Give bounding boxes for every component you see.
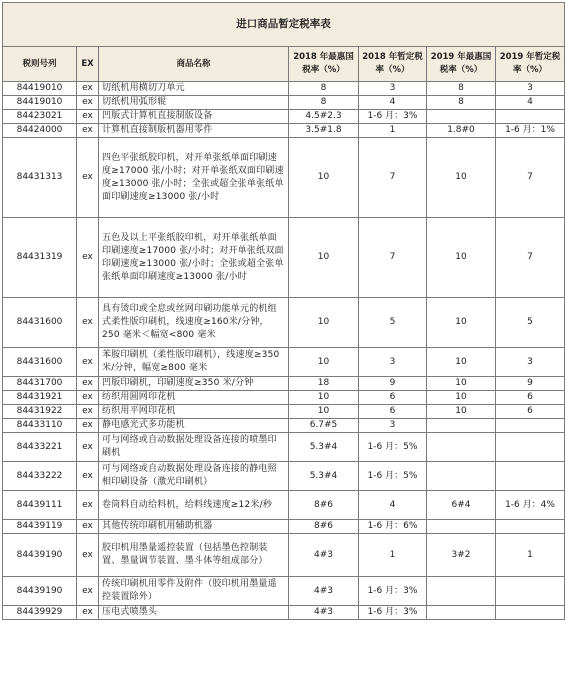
cell-code: 84423021 — [3, 110, 77, 124]
table-row — [3, 577, 565, 606]
cell-code: 84439190 — [3, 534, 77, 577]
table-row — [3, 96, 565, 110]
cell-tmp-2019: 3 — [496, 82, 565, 96]
cell-tmp-2018: 3 — [359, 348, 427, 377]
cell-tmp-2018: 1 — [359, 534, 427, 577]
cell-mfn-2018: 4#3 — [289, 606, 359, 620]
cell-code: 84433221 — [3, 433, 77, 462]
cell-mfn-2018: 6.7#5 — [289, 419, 359, 433]
cell-mfn-2019: 8 — [427, 82, 496, 96]
cell-tmp-2019 — [496, 419, 565, 433]
cell-tmp-2019: 9 — [496, 377, 565, 391]
table-row — [3, 520, 565, 534]
cell-tmp-2019 — [496, 577, 565, 606]
cell-code: 84433222 — [3, 462, 77, 491]
cell-mfn-2018: 10 — [289, 405, 359, 419]
cell-code: 84439929 — [3, 606, 77, 620]
cell-tmp-2019: 5 — [496, 298, 565, 348]
cell-tmp-2019 — [496, 110, 565, 124]
table-row — [3, 391, 565, 405]
header-row — [3, 47, 565, 82]
cell-tmp-2019: 1 — [496, 534, 565, 577]
table-row — [3, 124, 565, 138]
cell-tmp-2019: 6 — [496, 405, 565, 419]
cell-mfn-2019 — [427, 520, 496, 534]
cell-name: 苯胺印刷机（柔性版印刷机），线速度≥350 米/分钟，幅宽≥800 毫米 — [99, 348, 289, 377]
cell-code: 84424000 — [3, 124, 77, 138]
cell-ex: ex — [77, 520, 99, 534]
table-row — [3, 462, 565, 491]
table-row — [3, 433, 565, 462]
cell-mfn-2019: 10 — [427, 391, 496, 405]
cell-mfn-2019: 10 — [427, 348, 496, 377]
cell-tmp-2018: 1 — [359, 124, 427, 138]
cell-mfn-2018: 18 — [289, 377, 359, 391]
cell-mfn-2018: 4#3 — [289, 534, 359, 577]
cell-name: 四色平张纸胶印机，对开单张纸单面印刷速度≥17000 张/小时；对开单张纸双面印刷速度≥13000 张/小时；全张或超全张单张纸单面印刷速度≥13000 张/小时 — [99, 138, 289, 218]
cell-code: 84431600 — [3, 298, 77, 348]
cell-tmp-2018: 1-6 月：5% — [359, 433, 427, 462]
table-row — [3, 82, 565, 96]
table-row — [3, 405, 565, 419]
col-header-ex: EX — [77, 47, 99, 82]
cell-name: 五色及以上平张纸胶印机，对开单张纸单面印刷速度≥17000 张/小时；对开单张纸双面印刷速度≥13000 张/小时；全张或超全张单张纸单面印刷速度≥13000 张/小时 — [99, 218, 289, 298]
col-header-tmp-2018: 2018 年暂定税率（%） — [359, 47, 427, 82]
cell-mfn-2018: 3.5#1.8 — [289, 124, 359, 138]
cell-name: 静电感光式多功能机 — [99, 419, 289, 433]
cell-tmp-2018: 3 — [359, 82, 427, 96]
cell-mfn-2018: 10 — [289, 391, 359, 405]
col-header-mfn-2018: 2018 年最惠国税率（%） — [289, 47, 359, 82]
table-row — [3, 419, 565, 433]
cell-name: 纺织用平网印花机 — [99, 405, 289, 419]
table-row — [3, 491, 565, 520]
cell-tmp-2018: 9 — [359, 377, 427, 391]
cell-mfn-2019 — [427, 419, 496, 433]
cell-tmp-2018: 5 — [359, 298, 427, 348]
cell-name: 可与网络或自动数据处理设备连接的静电照相印刷设备（激光印刷机） — [99, 462, 289, 491]
cell-mfn-2018: 8#6 — [289, 491, 359, 520]
cell-name: 凹版印刷机，印刷速度≥350 米/分钟 — [99, 377, 289, 391]
cell-mfn-2018: 10 — [289, 298, 359, 348]
cell-mfn-2019: 10 — [427, 377, 496, 391]
cell-mfn-2019: 10 — [427, 298, 496, 348]
cell-code: 84431922 — [3, 405, 77, 419]
cell-tmp-2018: 1-6 月：6% — [359, 520, 427, 534]
col-header-code: 税则号列 — [3, 47, 77, 82]
table-row — [3, 377, 565, 391]
cell-ex: ex — [77, 110, 99, 124]
cell-ex: ex — [77, 606, 99, 620]
cell-ex: ex — [77, 124, 99, 138]
cell-ex: ex — [77, 577, 99, 606]
cell-mfn-2019: 10 — [427, 218, 496, 298]
cell-name: 切纸机用弧形辊 — [99, 96, 289, 110]
cell-name: 凹版式计算机直接制版设备 — [99, 110, 289, 124]
cell-tmp-2018: 6 — [359, 391, 427, 405]
cell-ex: ex — [77, 534, 99, 577]
cell-tmp-2019 — [496, 462, 565, 491]
cell-name: 胶印机用墨量遥控装置（包括墨色控制装置、墨量调节装置、墨斗体等组成部分） — [99, 534, 289, 577]
table-row — [3, 138, 565, 218]
table-row — [3, 348, 565, 377]
cell-mfn-2018: 5.3#4 — [289, 433, 359, 462]
cell-mfn-2018: 4.5#2.3 — [289, 110, 359, 124]
cell-name: 其他传统印刷机用辅助机器 — [99, 520, 289, 534]
cell-mfn-2019 — [427, 577, 496, 606]
cell-name: 计算机直接制版机器用零件 — [99, 124, 289, 138]
cell-ex: ex — [77, 138, 99, 218]
cell-code: 84439190 — [3, 577, 77, 606]
cell-ex: ex — [77, 218, 99, 298]
table-row — [3, 218, 565, 298]
cell-mfn-2018: 8 — [289, 82, 359, 96]
cell-ex: ex — [77, 433, 99, 462]
cell-mfn-2019 — [427, 110, 496, 124]
cell-mfn-2019: 10 — [427, 138, 496, 218]
tariff-table-container — [2, 2, 564, 693]
cell-mfn-2019 — [427, 606, 496, 620]
cell-ex: ex — [77, 391, 99, 405]
cell-mfn-2019: 6#4 — [427, 491, 496, 520]
cell-mfn-2018: 8 — [289, 96, 359, 110]
col-header-tmp-2019: 2019 年暂定税率（%） — [496, 47, 565, 82]
cell-code: 84431600 — [3, 348, 77, 377]
tariff-table — [2, 2, 565, 620]
cell-mfn-2019: 1.8#0 — [427, 124, 496, 138]
table-row — [3, 534, 565, 577]
table-body — [3, 82, 565, 620]
cell-tmp-2018: 4 — [359, 491, 427, 520]
cell-tmp-2019: 6 — [496, 391, 565, 405]
cell-ex: ex — [77, 405, 99, 419]
cell-mfn-2018: 10 — [289, 218, 359, 298]
cell-code: 84419010 — [3, 96, 77, 110]
cell-mfn-2019 — [427, 433, 496, 462]
cell-tmp-2018: 1-6 月：5% — [359, 462, 427, 491]
cell-tmp-2018: 6 — [359, 405, 427, 419]
cell-code: 84431921 — [3, 391, 77, 405]
cell-tmp-2018: 3 — [359, 419, 427, 433]
table-row — [3, 298, 565, 348]
table-title: 进口商品暂定税率表 — [3, 3, 565, 47]
cell-mfn-2018: 4#3 — [289, 577, 359, 606]
cell-tmp-2019: 1-6 月：1% — [496, 124, 565, 138]
cell-tmp-2018: 7 — [359, 218, 427, 298]
cell-tmp-2019: 4 — [496, 96, 565, 110]
cell-tmp-2018: 4 — [359, 96, 427, 110]
cell-ex: ex — [77, 462, 99, 491]
cell-ex: ex — [77, 377, 99, 391]
cell-tmp-2018: 1-6 月：3% — [359, 110, 427, 124]
cell-tmp-2019 — [496, 520, 565, 534]
cell-mfn-2019 — [427, 462, 496, 491]
cell-name: 可与网络或自动数据处理设备连接的喷墨印刷机 — [99, 433, 289, 462]
cell-tmp-2019: 7 — [496, 218, 565, 298]
cell-tmp-2019 — [496, 433, 565, 462]
cell-name: 卷筒料自动给料机，给料线速度≥12米/秒 — [99, 491, 289, 520]
cell-code: 84431313 — [3, 138, 77, 218]
cell-tmp-2019: 7 — [496, 138, 565, 218]
cell-name: 切纸机用横切刀单元 — [99, 82, 289, 96]
cell-ex: ex — [77, 348, 99, 377]
cell-tmp-2018: 7 — [359, 138, 427, 218]
cell-code: 84431319 — [3, 218, 77, 298]
cell-mfn-2019: 3#2 — [427, 534, 496, 577]
cell-code: 84439111 — [3, 491, 77, 520]
cell-code: 84439119 — [3, 520, 77, 534]
cell-name: 压电式喷墨头 — [99, 606, 289, 620]
cell-ex: ex — [77, 96, 99, 110]
cell-tmp-2019 — [496, 606, 565, 620]
cell-tmp-2019: 3 — [496, 348, 565, 377]
cell-tmp-2018: 1-6 月：3% — [359, 577, 427, 606]
cell-code: 84433110 — [3, 419, 77, 433]
cell-tmp-2018: 1-6 月：3% — [359, 606, 427, 620]
table-row — [3, 606, 565, 620]
cell-name: 纺织用圆网印花机 — [99, 391, 289, 405]
cell-mfn-2019: 8 — [427, 96, 496, 110]
table-row — [3, 110, 565, 124]
cell-ex: ex — [77, 491, 99, 520]
cell-mfn-2018: 10 — [289, 348, 359, 377]
cell-code: 84431700 — [3, 377, 77, 391]
cell-name: 具有烫印或全息或丝网印刷功能单元的机组式柔性版印刷机，线速度≥160米/分钟，250 毫米＜幅宽<800 毫米 — [99, 298, 289, 348]
col-header-mfn-2019: 2019 年最惠国税率（%） — [427, 47, 496, 82]
cell-mfn-2019: 10 — [427, 405, 496, 419]
cell-ex: ex — [77, 298, 99, 348]
cell-name: 传统印刷机用零件及附件（胶印机用墨量遥控装置除外） — [99, 577, 289, 606]
cell-ex: ex — [77, 419, 99, 433]
cell-mfn-2018: 10 — [289, 138, 359, 218]
cell-tmp-2019: 1-6 月：4% — [496, 491, 565, 520]
cell-mfn-2018: 8#6 — [289, 520, 359, 534]
col-header-name: 商品名称 — [99, 47, 289, 82]
cell-ex: ex — [77, 82, 99, 96]
cell-code: 84419010 — [3, 82, 77, 96]
cell-mfn-2018: 5.3#4 — [289, 462, 359, 491]
